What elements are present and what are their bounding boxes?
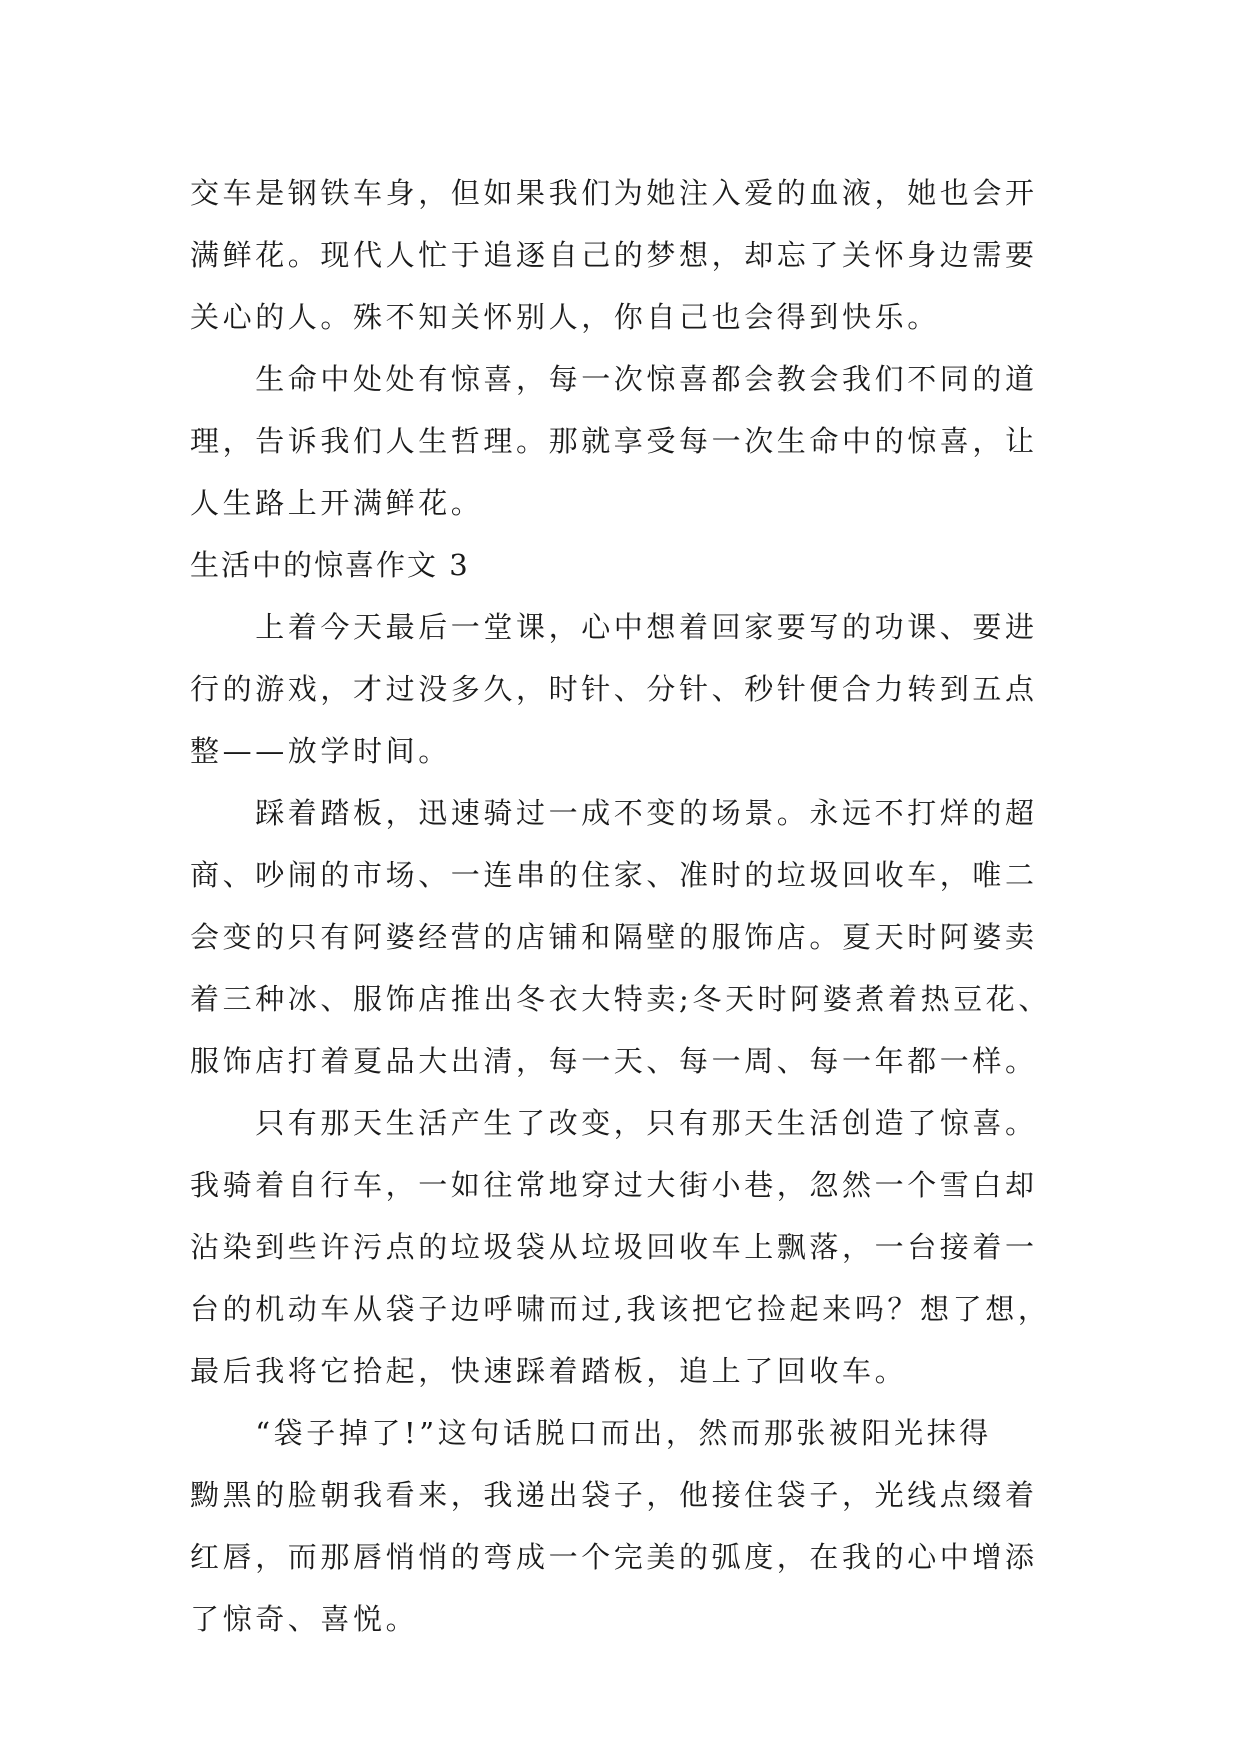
paragraph-line: 上着今天最后一堂课，心中想着回家要写的功课、要进 (190, 610, 1038, 644)
paragraph-line: 只有那天生活产生了改变，只有那天生活创造了惊喜。 (190, 1106, 1038, 1140)
paragraph-line: 踩着踏板，迅速骑过一成不变的场景。永远不打烊的超 (190, 796, 1038, 830)
paragraph-line: 沾染到些许污点的垃圾袋从垃圾回收车上飘落，一台接着一 (190, 1230, 1038, 1264)
paragraph-line: 生命中处处有惊喜，每一次惊喜都会教会我们不同的道 (190, 362, 1038, 396)
paragraph-line: 关心的人。殊不知关怀别人，你自己也会得到快乐。 (190, 300, 940, 334)
section-heading: 生活中的惊喜作文 3 (190, 548, 470, 582)
paragraph-line: 交车是钢铁车身，但如果我们为她注入爱的血液，她也会开 (190, 176, 1038, 210)
paragraph-line: 整——放学时间。 (190, 734, 451, 768)
paragraph-line: “袋子掉了!”这句话脱口而出，然而那张被阳光抹得 (190, 1416, 992, 1450)
paragraph-line: 最后我将它拾起，快速踩着踏板，追上了回收车。 (190, 1354, 908, 1388)
paragraph-line: 我骑着自行车，一如往常地穿过大街小巷，忽然一个雪白却 (190, 1168, 1038, 1202)
document-body (190, 162, 1060, 1650)
paragraph-line: 服饰店打着夏品大出清，每一天、每一周、每一年都一样。 (190, 1044, 1038, 1078)
paragraph-line: 着三种冰、服饰店推出冬衣大特卖;冬天时阿婆煮着热豆花、 (190, 982, 1051, 1016)
paragraph-line: 黝黑的脸朝我看来，我递出袋子，他接住袋子，光线点缀着 (190, 1478, 1038, 1512)
paragraph-line: 行的游戏，才过没多久，时针、分针、秒针便合力转到五点 (190, 672, 1038, 706)
paragraph-line: 人生路上开满鲜花。 (190, 486, 484, 520)
paragraph-line: 满鲜花。现代人忙于追逐自己的梦想，却忘了关怀身边需要 (190, 238, 1038, 272)
paragraph-line: 了惊奇、喜悦。 (190, 1602, 419, 1636)
paragraph-line: 台的机动车从袋子边呼啸而过,我该把它捡起来吗？想了想， (190, 1292, 1051, 1326)
paragraph-line: 理，告诉我们人生哲理。那就享受每一次生命中的惊喜，让 (190, 424, 1038, 458)
paragraph-line: 商、吵闹的市场、一连串的住家、准时的垃圾回收车，唯二 (190, 858, 1038, 892)
paragraph-line: 红唇，而那唇悄悄的弯成一个完美的弧度，在我的心中增添 (190, 1540, 1038, 1574)
paragraph-line: 会变的只有阿婆经营的店铺和隔壁的服饰店。夏天时阿婆卖 (190, 920, 1038, 954)
